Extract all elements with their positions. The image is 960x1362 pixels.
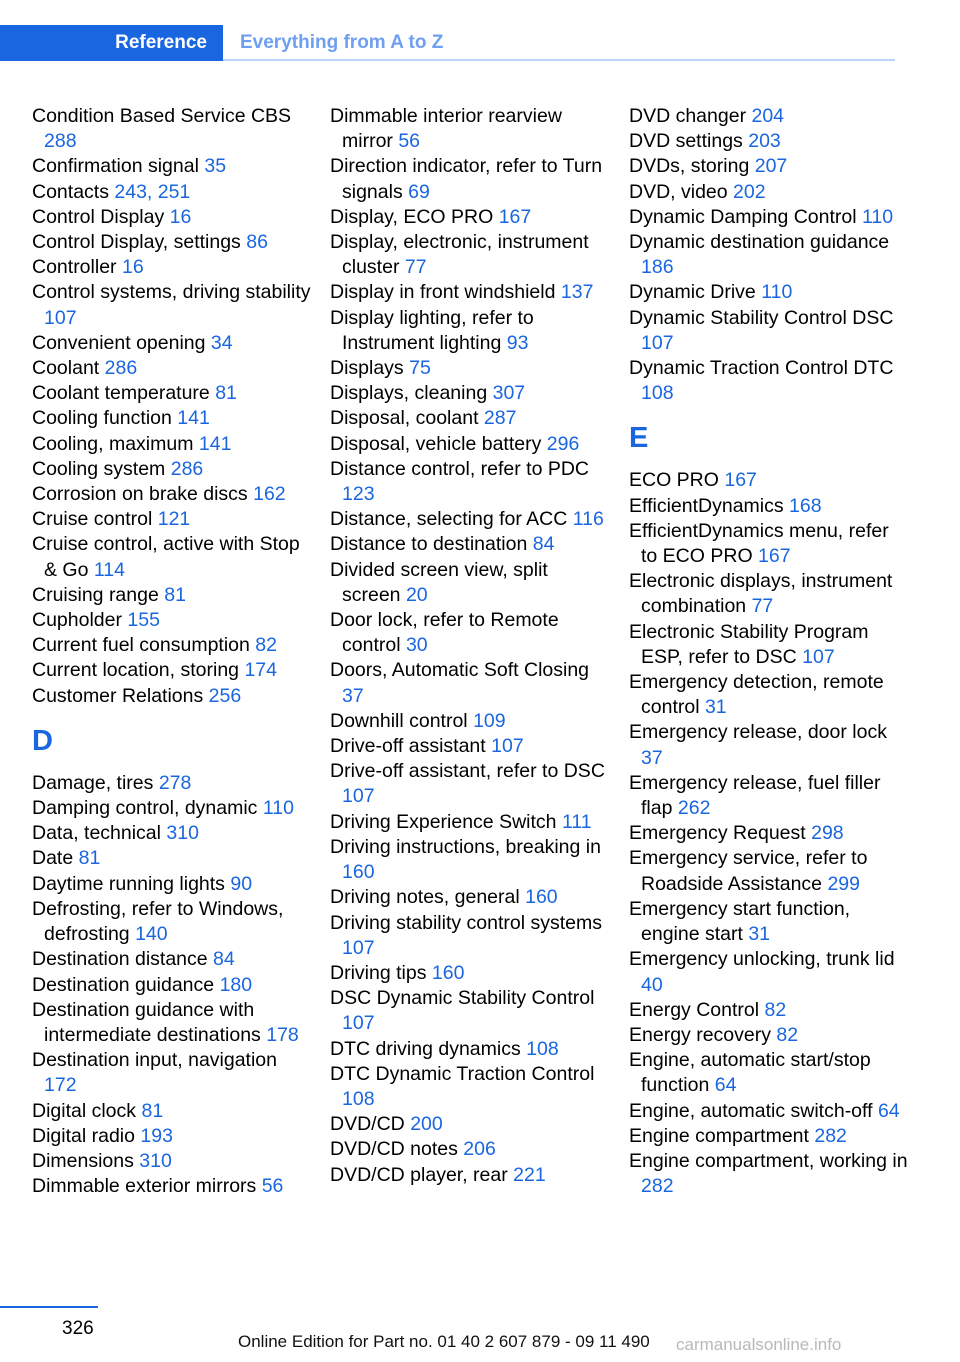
page-reference-link[interactable]: 256 bbox=[208, 684, 242, 707]
index-entry-text: Display, ECO PRO bbox=[330, 205, 494, 228]
page-reference-link[interactable]: 137 bbox=[560, 281, 594, 304]
page-reference-link[interactable]: 64 bbox=[714, 1074, 737, 1097]
index-entry bbox=[330, 885, 610, 910]
page-reference-link[interactable]: 81 bbox=[215, 382, 237, 405]
page-reference-link[interactable]: 110 bbox=[262, 797, 294, 820]
page-reference-link[interactable]: 30 bbox=[405, 634, 428, 657]
index-entry bbox=[32, 658, 312, 683]
page-reference-link[interactable]: 140 bbox=[135, 923, 168, 946]
page-reference-link[interactable]: 168 bbox=[789, 494, 822, 517]
page-reference-link[interactable]: 108 bbox=[526, 1037, 559, 1060]
index-entry bbox=[330, 306, 610, 356]
edition-text: Online Edition for Part no. 01 40 2 607 879 - 09 11 490 bbox=[238, 1332, 650, 1351]
watermark: carmanualsonline.info bbox=[676, 1335, 842, 1354]
page-reference-link[interactable]: 82 bbox=[764, 998, 787, 1021]
page-reference-link[interactable]: 278 bbox=[158, 771, 192, 794]
index-entry-text: Energy Control bbox=[629, 998, 760, 1021]
index-entry-text: Condition Based Service CBS bbox=[32, 105, 292, 127]
page-reference-link[interactable]: 86 bbox=[246, 231, 268, 254]
page-reference-link[interactable]: 298 bbox=[811, 822, 844, 845]
index-entry-text: DTC driving dynamics bbox=[330, 1037, 521, 1060]
index-entry bbox=[32, 998, 312, 1048]
index-entry-text: Driving stability control systems bbox=[330, 911, 602, 934]
page-reference-link[interactable]: 75 bbox=[409, 357, 431, 380]
index-entry bbox=[629, 1099, 909, 1124]
page-reference-link[interactable]: 77 bbox=[751, 595, 774, 618]
index-entry-text: Emergency service, refer to Roadside Assistance bbox=[629, 847, 868, 895]
page-reference-link[interactable]: 84 bbox=[213, 948, 235, 971]
index-entry-text: Cruising range bbox=[32, 583, 159, 606]
page-reference-link[interactable]: 162 bbox=[253, 483, 286, 506]
page-header bbox=[0, 25, 895, 61]
index-column-1 bbox=[32, 104, 312, 1199]
index-entry bbox=[629, 569, 909, 619]
page-reference-link[interactable]: 82 bbox=[255, 634, 277, 657]
index-entry bbox=[32, 821, 312, 846]
index-entry-text: Dimmable interior rearview mirror bbox=[330, 105, 562, 153]
page-reference-link[interactable]: 160 bbox=[431, 961, 465, 984]
page-reference-link[interactable]: 81 bbox=[141, 1099, 164, 1122]
index-entry-text: Coolant temperature bbox=[32, 382, 210, 405]
index-entry-text: Doors, Automatic Soft Closing bbox=[330, 659, 590, 682]
index-entry-text: DVD/CD player, rear bbox=[330, 1163, 508, 1186]
page-reference-link[interactable]: 155 bbox=[127, 609, 160, 632]
page-reference-link[interactable]: 180 bbox=[219, 973, 253, 996]
index-entry bbox=[629, 129, 909, 154]
page-reference-link[interactable]: 141 bbox=[177, 407, 210, 430]
index-entry-text: Data, technical bbox=[32, 822, 161, 845]
index-entry bbox=[32, 457, 312, 482]
index-entry-text: Control Display, settings bbox=[32, 231, 241, 254]
index-entry-text: Display, electronic, instrument cluster bbox=[330, 231, 589, 279]
page-reference-link[interactable]: 286 bbox=[104, 357, 138, 380]
page-reference-link[interactable]: 108 bbox=[641, 382, 674, 405]
index-entry bbox=[32, 432, 312, 457]
section-tab: Reference bbox=[0, 25, 223, 61]
index-entry-text: Current location, storing bbox=[32, 659, 240, 682]
index-entry-text: DTC Dynamic Traction Control bbox=[330, 1062, 595, 1085]
index-entry-text: Damping control, dynamic bbox=[32, 797, 258, 820]
index-entry bbox=[330, 280, 610, 305]
index-entry-text: Digital radio bbox=[32, 1124, 135, 1147]
index-entry bbox=[32, 230, 312, 255]
page-reference-link[interactable]: 243, 251 bbox=[114, 180, 191, 203]
page-reference-link[interactable]: 84 bbox=[532, 533, 555, 556]
index-entry-text: Dynamic Stability Control DSC bbox=[629, 306, 894, 329]
page-reference-link[interactable]: 160 bbox=[342, 861, 375, 884]
page-reference-link[interactable]: 206 bbox=[463, 1138, 496, 1161]
index-entry-text: Destination input, navigation bbox=[32, 1049, 277, 1072]
index-entry bbox=[32, 1174, 312, 1199]
page-reference-link[interactable]: 282 bbox=[814, 1124, 847, 1147]
page-reference-link[interactable]: 56 bbox=[261, 1175, 284, 1198]
index-entry bbox=[32, 532, 312, 582]
page-reference-link[interactable]: 108 bbox=[342, 1087, 375, 1110]
index-entry-text: DVD settings bbox=[629, 130, 743, 153]
page-reference-link[interactable]: 107 bbox=[342, 1012, 375, 1035]
index-entry bbox=[330, 759, 610, 809]
page-reference-link[interactable]: 282 bbox=[641, 1175, 674, 1198]
index-entry bbox=[330, 911, 610, 961]
index-entry-text: DSC Dynamic Stability Control bbox=[330, 987, 595, 1010]
page-reference-link[interactable]: 262 bbox=[677, 797, 711, 820]
index-entry-text: Downhill control bbox=[330, 709, 468, 732]
page-reference-link[interactable]: 16 bbox=[121, 256, 144, 279]
index-entry-text: Emergency release, fuel filler flap bbox=[629, 771, 881, 820]
index-entry bbox=[629, 670, 909, 720]
index-column-3 bbox=[629, 104, 909, 1199]
index-letter-heading: D bbox=[32, 724, 53, 757]
index-entry-text: Drive-off assistant bbox=[330, 735, 486, 758]
index-entry-text: Coolant bbox=[32, 357, 100, 380]
page-reference-link[interactable]: 111 bbox=[561, 810, 592, 833]
index-entry-text: DVD, video bbox=[629, 180, 728, 203]
index-entry-text: DVDs, storing bbox=[629, 155, 750, 178]
page-reference-link[interactable]: 174 bbox=[244, 659, 277, 682]
index-entry-text: Damage, tires bbox=[32, 771, 154, 794]
index-entry-text: Dimensions bbox=[32, 1149, 134, 1172]
index-entry bbox=[330, 457, 610, 507]
index-entry-text: Customer Relations bbox=[32, 684, 204, 707]
page-reference-link[interactable]: 204 bbox=[751, 105, 785, 127]
index-entry bbox=[330, 1163, 610, 1188]
index-letter-heading: E bbox=[629, 422, 649, 455]
index-entry-text: Drive-off assistant, refer to DSC bbox=[330, 760, 605, 783]
index-entry bbox=[330, 961, 610, 986]
index-entry-text: EfficientDynamics menu, refer to ECO PRO bbox=[629, 519, 889, 568]
page-reference-link[interactable]: 186 bbox=[641, 256, 674, 279]
page-reference-link[interactable]: 109 bbox=[473, 709, 506, 732]
index-entry-text: Emergency release, door lock bbox=[629, 721, 887, 744]
index-entry-text: Corrosion on brake discs bbox=[32, 483, 248, 506]
page-reference-link[interactable]: 81 bbox=[78, 847, 101, 870]
index-entry-text: Digital clock bbox=[32, 1099, 137, 1122]
index-entry-text: Date bbox=[32, 847, 74, 870]
index-entry-text: Defrosting, refer to Windows, defrosting bbox=[32, 897, 284, 946]
index-entry bbox=[330, 986, 610, 1036]
index-entry bbox=[32, 255, 312, 280]
index-entry bbox=[32, 154, 312, 179]
index-entry-text: Display in front windshield bbox=[330, 281, 556, 304]
index-entry-text: Displays bbox=[330, 357, 404, 380]
index-entry bbox=[629, 1124, 909, 1149]
page-reference-link[interactable]: 40 bbox=[641, 973, 663, 996]
index-entry-text: Destination guidance with intermediate destinations bbox=[32, 998, 261, 1046]
index-entry bbox=[32, 280, 312, 330]
index-entry bbox=[330, 1062, 610, 1112]
index-entry bbox=[629, 205, 909, 230]
index-entry-text: Cruise control bbox=[32, 508, 153, 531]
page-reference-link[interactable]: 20 bbox=[405, 583, 428, 606]
page-reference-link[interactable]: 121 bbox=[157, 508, 191, 531]
index-entry-text: Engine, automatic switch-off bbox=[629, 1099, 873, 1122]
header-rule bbox=[223, 59, 895, 61]
index-entry bbox=[32, 583, 312, 608]
index-entry-text: ECO PRO bbox=[629, 469, 719, 492]
page-reference-link[interactable]: 69 bbox=[408, 180, 430, 203]
page-reference-link[interactable]: 167 bbox=[758, 545, 791, 568]
index-entry bbox=[330, 205, 610, 230]
index-entry bbox=[330, 608, 610, 658]
index-entry bbox=[330, 835, 610, 885]
index-entry bbox=[629, 771, 909, 821]
index-entry bbox=[330, 507, 610, 532]
index-entry-text: Driving tips bbox=[330, 961, 427, 984]
index-entry-text: Driving notes, general bbox=[330, 886, 520, 909]
index-entry bbox=[32, 872, 312, 897]
index-entry bbox=[330, 658, 610, 708]
index-entry bbox=[629, 821, 909, 846]
page-reference-link[interactable]: 296 bbox=[546, 432, 580, 455]
page-reference-link[interactable]: 172 bbox=[44, 1074, 77, 1097]
index-entry-text: Cooling system bbox=[32, 457, 166, 480]
page-reference-link[interactable]: 107 bbox=[342, 785, 375, 808]
index-entry-text: Emergency unlocking, trunk lid bbox=[629, 948, 895, 971]
page-reference-link[interactable]: 110 bbox=[761, 281, 793, 304]
page-reference-link[interactable]: 203 bbox=[748, 130, 781, 153]
page-reference-link[interactable]: 167 bbox=[724, 469, 757, 492]
index-entry-text: DVD changer bbox=[629, 105, 747, 127]
index-entry-text: DVD/CD notes bbox=[330, 1138, 458, 1161]
index-entry bbox=[32, 406, 312, 431]
index-entry-text: Door lock, refer to Remote control bbox=[330, 609, 559, 657]
index-entry bbox=[32, 633, 312, 658]
page-reference-link[interactable]: 167 bbox=[498, 205, 532, 228]
index-entry bbox=[32, 507, 312, 532]
index-entry-text: Engine compartment bbox=[629, 1124, 809, 1147]
page-reference-link[interactable]: 141 bbox=[198, 432, 232, 455]
index-entry bbox=[629, 306, 909, 356]
index-entry bbox=[330, 356, 610, 381]
index-entry bbox=[330, 532, 610, 557]
page-reference-link[interactable]: 110 bbox=[862, 205, 894, 228]
index-entry bbox=[32, 1099, 312, 1124]
page-reference-link[interactable]: 193 bbox=[140, 1124, 173, 1147]
page-reference-link[interactable]: 307 bbox=[492, 382, 526, 405]
page-reference-link[interactable]: 35 bbox=[204, 155, 227, 178]
index-entry bbox=[629, 494, 909, 519]
page-reference-link[interactable]: 123 bbox=[342, 483, 375, 506]
index-entry-text: Cooling function bbox=[32, 407, 172, 430]
index-entry bbox=[330, 406, 610, 431]
page-reference-link[interactable]: 286 bbox=[170, 457, 204, 480]
page-reference-link[interactable]: 107 bbox=[802, 645, 835, 668]
index-entry bbox=[330, 1112, 610, 1137]
page-reference-link[interactable]: 221 bbox=[513, 1163, 546, 1186]
index-entry bbox=[629, 468, 909, 493]
index-entry-text: Engine, automatic start/stop function bbox=[629, 1049, 871, 1097]
index-entry bbox=[629, 998, 909, 1023]
index-entry bbox=[330, 709, 610, 734]
index-entry-text: Dynamic Damping Control bbox=[629, 205, 857, 228]
page-reference-link[interactable]: 90 bbox=[230, 872, 253, 895]
index-entry bbox=[32, 381, 312, 406]
page-reference-link[interactable]: 77 bbox=[404, 256, 427, 279]
index-entry bbox=[330, 381, 610, 406]
page-reference-link[interactable]: 107 bbox=[641, 331, 674, 354]
subsection-tab: Everything from A to Z bbox=[240, 32, 444, 53]
index-entry bbox=[629, 1023, 909, 1048]
index-entry-text: Destination guidance bbox=[32, 973, 215, 996]
page-reference-link[interactable]: 299 bbox=[827, 872, 860, 895]
index-entry-text: Divided screen view, split screen bbox=[330, 558, 548, 606]
index-entry-text: Cupholder bbox=[32, 609, 122, 632]
index-entry bbox=[629, 356, 909, 406]
index-entry-text: Displays, cleaning bbox=[330, 382, 488, 405]
page-reference-link[interactable]: 287 bbox=[483, 407, 517, 430]
index-entry-text: Electronic Stability Program ESP, refer to DSC bbox=[629, 620, 869, 668]
index-entry bbox=[629, 230, 909, 280]
page-reference-link[interactable]: 107 bbox=[342, 936, 375, 959]
page-reference-link[interactable]: 178 bbox=[266, 1023, 299, 1046]
index-entry bbox=[330, 1137, 610, 1162]
index-entry bbox=[629, 154, 909, 179]
index-entry bbox=[629, 1149, 909, 1199]
page-reference-link[interactable]: 34 bbox=[210, 331, 233, 354]
index-entry-text: Convenient opening bbox=[32, 331, 206, 354]
index-entry bbox=[32, 846, 312, 871]
page-reference-link[interactable]: 64 bbox=[877, 1099, 900, 1122]
page-reference-link[interactable]: 56 bbox=[398, 130, 421, 153]
page-reference-link[interactable]: 160 bbox=[525, 886, 558, 909]
page-reference-link[interactable]: 107 bbox=[44, 306, 77, 329]
index-entry-text: Disposal, vehicle battery bbox=[330, 432, 542, 455]
index-entry-text: Contacts bbox=[32, 180, 109, 203]
index-entry bbox=[330, 432, 610, 457]
page-reference-link[interactable]: 116 bbox=[572, 508, 604, 531]
index-entry bbox=[330, 558, 610, 608]
index-entry bbox=[32, 356, 312, 381]
index-entry-text: Emergency start function, engine start bbox=[629, 897, 851, 946]
page-reference-link[interactable]: 200 bbox=[410, 1113, 443, 1136]
index-entry-text: Distance to destination bbox=[330, 533, 528, 556]
index-entry-text: Engine compartment, working in bbox=[629, 1149, 908, 1172]
index-entry bbox=[629, 104, 909, 129]
index-column-2 bbox=[330, 104, 610, 1188]
index-entry bbox=[32, 1149, 312, 1174]
index-entry bbox=[330, 734, 610, 759]
page-reference-link[interactable]: 202 bbox=[733, 180, 766, 203]
index-entry-text: Emergency detection, remote control bbox=[629, 671, 884, 719]
page-reference-link[interactable]: 207 bbox=[754, 155, 788, 178]
page-reference-link[interactable]: 82 bbox=[776, 1023, 799, 1046]
index-entry-text: Dynamic Drive bbox=[629, 281, 756, 304]
index-entry bbox=[629, 947, 909, 997]
index-entry-text: Current fuel consumption bbox=[32, 634, 250, 657]
index-entry bbox=[629, 620, 909, 670]
index-entry-text: Emergency Request bbox=[629, 822, 806, 845]
index-entry bbox=[32, 1048, 312, 1098]
index-entry bbox=[32, 947, 312, 972]
index-entry-text: Cruise control, active with Stop & Go bbox=[32, 533, 300, 581]
index-entry-text: Destination distance bbox=[32, 948, 208, 971]
index-entry bbox=[330, 230, 610, 280]
index-entry bbox=[32, 1124, 312, 1149]
page-number: 326 bbox=[62, 1318, 94, 1339]
page-reference-link[interactable]: 310 bbox=[139, 1149, 172, 1172]
index-entry-text: Dimmable exterior mirrors bbox=[32, 1175, 257, 1198]
index-entry bbox=[32, 104, 312, 154]
page-reference-link[interactable]: 81 bbox=[164, 583, 186, 606]
page-reference-link[interactable]: 288 bbox=[44, 130, 77, 153]
index-entry-text: EfficientDynamics bbox=[629, 494, 784, 517]
index-entry bbox=[32, 796, 312, 821]
index-entry-text: Disposal, coolant bbox=[330, 407, 479, 430]
index-entry bbox=[330, 1037, 610, 1062]
footer-rule bbox=[0, 1306, 98, 1308]
page-reference-link[interactable]: 310 bbox=[166, 822, 199, 845]
index-entry-text: Confirmation signal bbox=[32, 155, 199, 178]
index-entry bbox=[32, 897, 312, 947]
index-entry-text: DVD/CD bbox=[330, 1113, 405, 1136]
index-entry-text: Driving Experience Switch bbox=[330, 810, 557, 833]
page-reference-link[interactable]: 107 bbox=[491, 735, 524, 758]
index-entry-text: Controller bbox=[32, 256, 117, 279]
index-entry-text: Driving instructions, breaking in bbox=[330, 835, 601, 858]
index-entry bbox=[32, 608, 312, 633]
index-entry bbox=[629, 1048, 909, 1098]
index-entry bbox=[32, 973, 312, 998]
index-entry bbox=[629, 180, 909, 205]
index-entry bbox=[330, 104, 610, 154]
index-entry-text: Distance, selecting for ACC bbox=[330, 508, 568, 531]
index-entry bbox=[32, 205, 312, 230]
index-entry bbox=[629, 720, 909, 770]
index-entry-text: Dynamic Traction Control DTC bbox=[629, 357, 894, 380]
index-entry bbox=[629, 897, 909, 947]
page-reference-link[interactable]: 31 bbox=[704, 696, 727, 719]
page-reference-link[interactable]: 31 bbox=[748, 923, 771, 946]
index-entry-text: Control systems, driving stability bbox=[32, 281, 311, 304]
index-entry bbox=[32, 180, 312, 205]
index-entry bbox=[629, 846, 909, 896]
index-entry bbox=[330, 154, 610, 204]
page-reference-link[interactable]: 93 bbox=[506, 331, 529, 354]
index-entry-text: Dynamic destination guidance bbox=[629, 231, 890, 254]
index-entry bbox=[32, 331, 312, 356]
index-entry-text: Cooling, maximum bbox=[32, 432, 194, 455]
index-entry bbox=[330, 810, 610, 835]
page-reference-link[interactable]: 114 bbox=[93, 558, 125, 581]
index-entry bbox=[629, 519, 909, 569]
index-entry-text: Distance control, refer to PDC bbox=[330, 457, 590, 480]
page-reference-link[interactable]: 16 bbox=[169, 205, 192, 228]
page-reference-link[interactable]: 37 bbox=[342, 684, 364, 707]
index-entry bbox=[32, 771, 312, 796]
page-reference-link[interactable]: 37 bbox=[641, 746, 663, 769]
index-entry bbox=[32, 482, 312, 507]
index-entry bbox=[629, 280, 909, 305]
index-entry-text: Energy recovery bbox=[629, 1023, 771, 1046]
index-entry-text: Control Display bbox=[32, 205, 165, 228]
index-entry-text: Daytime running lights bbox=[32, 872, 225, 895]
index-entry-text: Display lighting, refer to Instrument lighting bbox=[330, 306, 534, 354]
index-entry-text: Electronic displays, instrument combination bbox=[629, 570, 893, 618]
index-entry-text: Direction indicator, refer to Turn signals bbox=[330, 155, 603, 203]
index-entry bbox=[32, 684, 312, 709]
